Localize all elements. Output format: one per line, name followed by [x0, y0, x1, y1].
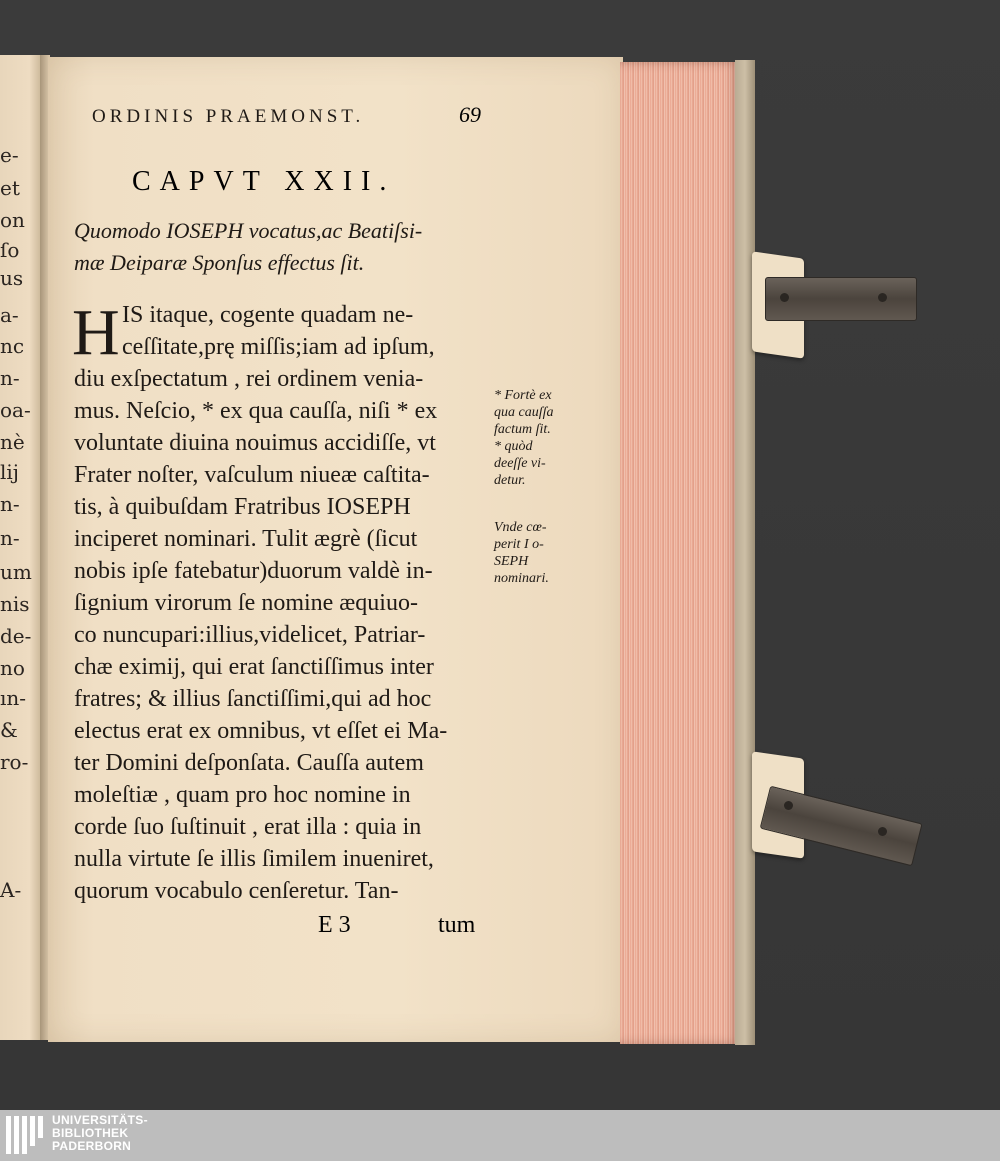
- clasp-upper: [750, 255, 930, 365]
- body-line: nulla virtute ſe illis ſimilem inueniret,: [74, 846, 434, 872]
- body-line: mus. Neſcio, * ex qua cauſſa, niſi * ex: [74, 398, 438, 424]
- margin-note-line: * quòd: [494, 439, 533, 454]
- chapter-subtitle-line-2: mæ Deiparæ Sponſus effectus ſit.: [74, 250, 365, 275]
- body-line: corde ſuo ſuſtinuit , erat illa : quia in: [74, 814, 422, 840]
- margin-note-line: SEPH: [494, 554, 529, 569]
- left-page-fragment: n-: [0, 526, 20, 550]
- fore-edge: [620, 62, 742, 1044]
- margin-note-line: deeſſe vi-: [494, 456, 546, 471]
- left-page-fragment: n-: [0, 492, 20, 516]
- body-line: Frater noſter, vaſculum niueæ caſtita-: [74, 462, 430, 488]
- body-line: quorum vocabulo cenſeretur. Tan-: [74, 878, 399, 904]
- left-page-fragment: e-: [0, 143, 19, 167]
- body-line: inciperet nominari. Tulit ægrè (ſicut: [74, 526, 418, 552]
- left-page-fragment: nis: [0, 592, 30, 616]
- body-line: ter Domini deſponſata. Cauſſa autem: [74, 750, 424, 776]
- body-line: voluntate diuina nouimus accidiſſe, vt: [74, 430, 436, 456]
- clasp-lower: [750, 755, 930, 885]
- body-line: fratres; & illius ſanctiſſimi,qui ad hoc: [74, 686, 432, 712]
- body-line: moleſtiæ , quam pro hoc nomine in: [74, 782, 411, 808]
- left-page-edge: [0, 55, 42, 1040]
- margin-note-line: * Fortè ex: [494, 388, 552, 403]
- signature-mark: E 3: [318, 912, 351, 938]
- margin-note-line: nominari.: [494, 571, 549, 586]
- catchword: tum: [438, 912, 476, 938]
- library-logo-text: UNIVERSITÄTS- BIBLIOTHEK PADERBORN: [52, 1113, 148, 1153]
- left-page-fragment: nè: [0, 430, 25, 454]
- left-page-fragment: &: [0, 718, 18, 742]
- footer-bar: [0, 1110, 1000, 1161]
- left-page-fragment: on: [0, 208, 25, 232]
- left-page-fragment: no: [0, 656, 25, 680]
- left-page-fragment: et: [0, 176, 20, 200]
- running-head: ORDINIS PRAEMONST.: [92, 106, 365, 127]
- left-page-fragment: nc: [0, 334, 25, 358]
- chapter-title: CAPVT XXII.: [132, 166, 396, 197]
- left-page-fragment: A-: [0, 878, 22, 902]
- body-line: IS itaque, cogente quadam ne-: [122, 302, 414, 328]
- margin-note-line: qua cauſſa: [494, 405, 554, 420]
- body-line: electus erat ex omnibus, vt eſſet ei Ma-: [74, 718, 448, 744]
- left-page-fragment: um: [0, 560, 32, 584]
- drop-cap: H: [72, 296, 120, 369]
- body-line: co nuncupari:illius,videlicet, Patriar-: [74, 622, 426, 648]
- margin-note-line: factum ſit.: [494, 422, 551, 437]
- body-line: ſignium virorum ſe nomine æquiuo-: [74, 590, 418, 616]
- body-line: tis, à quibuſdam Fratribus IOSEPH: [74, 494, 411, 520]
- library-logo-icon: [6, 1116, 44, 1154]
- body-line: diu exſpectatum , rei ordinem venia-: [74, 366, 424, 392]
- body-line: nobis ipſe fatebatur)duorum valdè in-: [74, 558, 433, 584]
- margin-note-line: detur.: [494, 473, 526, 488]
- left-page-fragment: ro-: [0, 750, 29, 774]
- left-page-fragment: us: [0, 266, 24, 290]
- left-page-fragment: de-: [0, 624, 32, 648]
- left-page-fragment: oa-: [0, 398, 31, 422]
- body-line: chæ eximij, qui erat ſanctiſſimus inter: [74, 654, 434, 680]
- page-number: 69: [459, 102, 481, 127]
- back-board: [735, 60, 755, 1045]
- margin-note-line: perit I o-: [494, 537, 544, 552]
- chapter-subtitle-line-1: Quomodo IOSEPH vocatus,ac Beatiſsi-: [74, 218, 423, 243]
- left-page-fragment: a-: [0, 303, 19, 327]
- left-page-fragment: ſo: [0, 238, 20, 262]
- margin-note-line: Vnde cœ-: [494, 520, 547, 535]
- left-page-fragment: lij: [0, 460, 19, 484]
- left-page-fragment: n-: [0, 366, 20, 390]
- body-line: ceſſitate,prę miſſis;iam ad ipſum,: [122, 334, 435, 360]
- left-page-fragment: ın-: [0, 686, 27, 710]
